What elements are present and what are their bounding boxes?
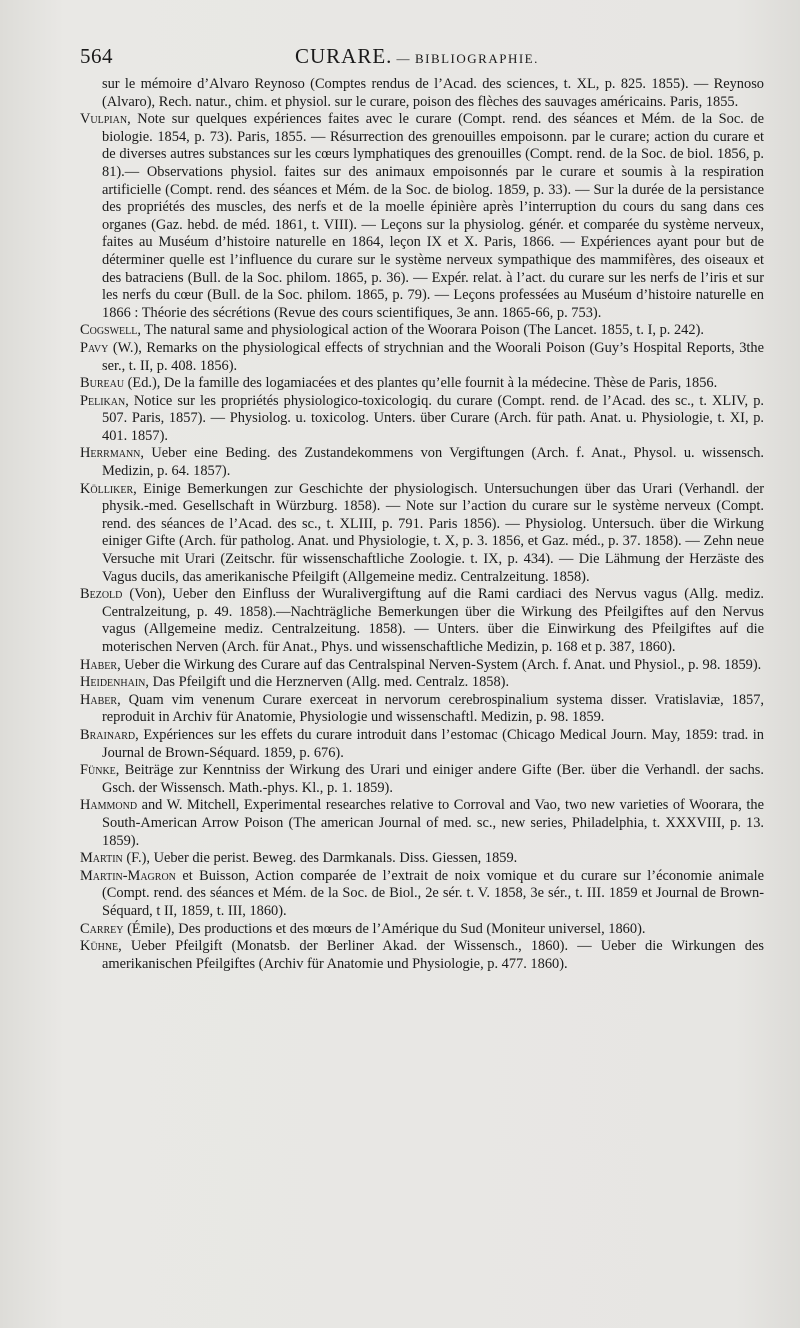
entry-author: Pavy <box>80 339 109 356</box>
bibliography-entry <box>80 674 764 692</box>
header-section: BIBLIOGRAPHIE. <box>414 51 539 66</box>
page-number: 564 <box>80 44 113 68</box>
entry-text: , Ueber die Wirkung des Curare auf das Centralspinal Nerven-System (Arch. f. Anat. und Physiol., p. 98. 1859). <box>117 656 762 673</box>
bibliography-entry <box>80 481 764 587</box>
running-header <box>80 44 764 72</box>
bibliography-entry <box>80 727 764 762</box>
entry-text: , The natural same and physiological action of the Woorara Poison (The Lancet. 1855, t. I, p. 242). <box>137 322 704 339</box>
entry-text: , Einige Bemerkungen zur Geschichte der physiologisch. Untersuchungen über das Urari (Verhandl. der physik.-med. Gesellschaft in Würzburg. 1858). — Note sur l’action du curare sur le système nerveux (Compt. rend. des séances de l’Acad. des sc., t. XLIII, p. 791. Paris 1856). — Physiolog. Untersuch. über die Wirkung einiger Gifte (Arch. für patholog. Anat. und Physiologie, t. X, p. 3. 1856, et Gaz. méd., p. 37. 1858). — Zehn neue Versuche mit Urari (Zeitschr. für wissenschaftliche Zoologie. t. IX, p. 434). — Die Lähmung der Herzäste des Vagus ducils, das amerikanische Pfeilgift (Allgemeine mediz. Centralzeitung. 1858). <box>102 480 764 585</box>
bibliography-entry <box>80 375 764 393</box>
entry-author: Carrey <box>80 920 124 937</box>
header-dash: — <box>396 51 411 66</box>
bibliography-entry <box>80 76 764 111</box>
entry-text: and W. Mitchell, Experimental researches relative to Corroval and Vao, two new varieties of Woorara, the South-American Arrow Poison (The american Journal of med. sc., new series, Philadelphia, t. XXXVIII, p. 13. 1859). <box>102 797 764 849</box>
entry-author: Kühne <box>80 938 119 955</box>
header-title: CURARE. <box>295 44 393 68</box>
entry-author: Herrmann <box>80 445 141 462</box>
entry-author: Haber <box>80 656 118 673</box>
bibliography-entry <box>80 445 764 480</box>
bibliography-entry <box>80 657 764 675</box>
entry-author: Bezold <box>80 586 123 603</box>
bibliography-entry <box>80 921 764 939</box>
entry-author: Martin <box>80 850 123 867</box>
entry-author: Pelikan <box>80 392 126 409</box>
entry-author: Martin-Magron <box>80 867 176 884</box>
entry-author: Vulpian <box>80 111 128 128</box>
entry-text: et Buisson, Action comparée de l’extrait de noix vomique et du curare sur l’économie animale (Compt. rend. des séances et Mém. de la Soc. de Biol., 2e sér. t. V. 1858, 3e sér., t. III. 1859 et Journal de Brown-Séquard, t II, 1859, t. III, 1860). <box>102 867 764 919</box>
bibliography-entry <box>80 762 764 797</box>
bibliography-entry <box>80 111 764 322</box>
entry-text: (Ed.), De la famille des logamiacées et des plantes qu’elle fournit à la médecine. Thèse de Paris, 1856. <box>124 375 718 392</box>
bibliography-list <box>80 76 764 973</box>
entry-author: Fünke <box>80 762 116 779</box>
entry-text: (W.), Remarks on the physiological effects of strychnian and the Woorali Poison (Guy’s Hospital Reports, 3the ser., t. II, p. 408. 1856). <box>102 339 764 374</box>
bibliography-entry <box>80 322 764 340</box>
entry-text: , Quam vim venenum Curare exerceat in nervorum cerebrospinalium systema disser. Vratislaviæ, 1857, reproduit in Archiv für Anatomie, Physiologie und wissenschaftl. Medizin, p. 98. 1859. <box>102 691 764 726</box>
entry-text: (F.), Ueber die perist. Beweg. des Darmkanals. Diss. Giessen, 1859. <box>122 850 518 867</box>
bibliography-entry <box>80 850 764 868</box>
bibliography-entry <box>80 692 764 727</box>
bibliography-entry <box>80 797 764 850</box>
bibliography-entry <box>80 868 764 921</box>
entry-text: , Ueber eine Beding. des Zustandekommens von Vergiftungen (Arch. f. Anat., Physol. u. wissensch. Medizin, p. 64. 1857). <box>102 445 764 480</box>
bibliography-entry <box>80 586 764 656</box>
bibliography-entry <box>80 938 764 973</box>
entry-author: Kölliker <box>80 480 134 497</box>
entry-text: , Beiträge zur Kenntniss der Wirkung des Urari und einiger andere Gifte (Ber. über die Verhandl. der sachs. Gsch. der Wissensch. Math.-phys. Kl., p. 1. 1859). <box>102 762 764 796</box>
entry-text: (Émile), Des productions et des mœurs de l’Amérique du Sud (Moniteur universel, 1860). <box>123 920 646 937</box>
entry-author: Heidenhain <box>80 674 146 691</box>
entry-author: Haber <box>80 691 118 708</box>
entry-text: , Ueber Pfeilgift (Monatsb. der Berliner Akad. der Wissensch., 1860). — Ueber die Wirkungen des amerikanischen Pfeilgiftes (Archiv für Anatomie und Physiologie, p. 477. 1860). <box>102 938 764 972</box>
entry-text: , Expériences sur les effets du curare introduit dans l’estomac (Chicago Medical Journ. May, 1859: trad. in Journal de Brown-Séquard. 1859, p. 676). <box>102 726 764 761</box>
entry-author: Brainard <box>80 726 136 743</box>
entry-text: sur le mémoire d’Alvaro Reynoso (Comptes rendus de l’Acad. des sciences, t. XL, p. 825. 1855). — Reynoso (Alvaro), Rech. natur., chim. et physiol. sur le curare, poison des flèches des sauvages américains. Paris, 1855. <box>102 76 764 110</box>
entry-text: , Das Pfeilgift und die Herznerven (Allg. med. Centralz. 1858). <box>145 674 510 691</box>
bibliography-entry <box>80 340 764 375</box>
entry-author: Cogswell <box>80 322 138 339</box>
entry-author: Hammond <box>80 797 138 814</box>
entry-text: , Note sur quelques expériences faites avec le curare (Compt. rend. des séances et Mém. de la Soc. de biologie. 1854, p. 73). Paris, 1855. — Résurrection des grenouilles empoisonn. par le curare; action du curare et de diverses autres substances sur les cœurs lymphatiques des grenouilles (Compt. rend. de la Soc. de biol. 1856, p. 81).— Observations physiol. faites sur des animaux empoisonnés par le curare et soumis à la respiration artificielle (Compt. rend. des séances et Mém. de la Soc. de biolog. 1859, p. 33). — Sur la durée de la persistance des propriétés des muscles, des nerfs et de la moelle épinière après l’interruption du cours du sang dans ces organes (Gaz. hebd. de méd. 1861, t. VIII). — Leçons sur la physiolog. génér. et comparée du système nerveux, faites au Muséum d’histoire naturelle en 1864, leçon IX et X. Paris, 1866. — Expériences ayant pour but de déterminer quelle est l’influence du curare sur le système nerveux sympathique des mammifères, des oiseaux et des batraciens (Bull. de la Soc. philom. 1865, p. 36). — Expér. relat. à l’act. du curare sur les nerfs de l’iris et sur les nerfs du cœur (Bull. de la Soc. philom. 1865, p. 79). — Leçons professées au Muséum d’histoire naturelle en 1866 : Théorie des sécrétions (Revue des cours scientifiques, 3e ann. 1865-66, p. 753). <box>102 111 764 321</box>
entry-author: Bureau <box>80 375 125 392</box>
entry-text: , Notice sur les propriétés physiologico-toxicologiq. du curare (Compt. rend. de l’Acad. des sc., t. XLIV, p. 507. Paris, 1857). — Physiolog. u. toxicolog. Unters. über Curare (Arch. für path. Anat. u. Physiologie, t. XI, p. 401. 1857). <box>102 392 764 444</box>
entry-text: (Von), Ueber den Einfluss der Wuralivergiftung auf die Rami cardiaci des Nervus vagus (Allg. mediz. Centralzeitung, p. 49. 1858).—Nachträgliche Bemerkungen über die Wirkung des Pfeilgiftes auf den Nervus vagus (Allgemeine mediz. Centralzeitung. 1858). — Unters. über die Einwirkung des Pfeilgiftes auf die moterischen Nerven (Arch. für Anat., Phys. und wissenschaftliche Medizin, p. 168 et p. 387, 1860). <box>102 586 764 655</box>
bibliography-entry <box>80 393 764 446</box>
